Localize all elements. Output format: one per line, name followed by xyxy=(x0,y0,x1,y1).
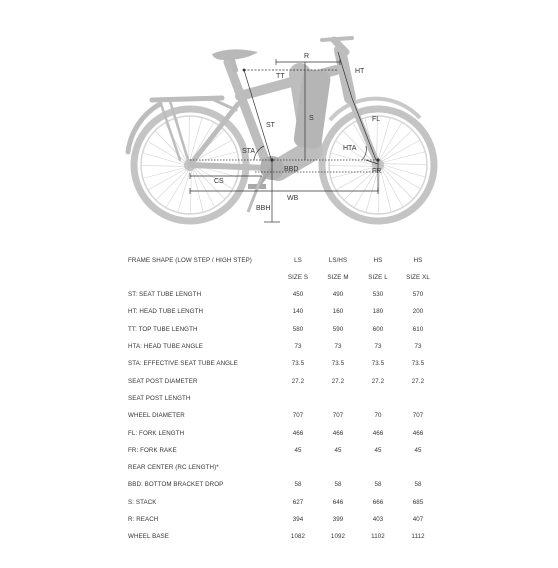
table-header-row-shapes xyxy=(128,252,438,269)
wheel-spoke xyxy=(166,170,189,208)
row-value: 530 xyxy=(372,291,384,299)
table-row xyxy=(128,494,438,511)
row-label: FL: FORK LENGTH xyxy=(128,429,185,437)
wheel-spoke xyxy=(148,169,187,190)
row-value: 200 xyxy=(412,308,424,316)
label-fr: FR xyxy=(372,168,382,175)
row-value xyxy=(278,390,318,407)
row-value: 1082 xyxy=(290,533,306,541)
row-value: 610 xyxy=(412,325,424,333)
row-value: 73.5 xyxy=(291,360,305,368)
row-value: 73 xyxy=(334,343,342,351)
row-value xyxy=(318,459,358,476)
row-value: 707 xyxy=(332,412,344,420)
size-col-3: SIZE L xyxy=(368,274,388,281)
row-value: 58 xyxy=(374,481,382,489)
row-value: 58 xyxy=(294,481,302,489)
row-label: BBD: BOTTOM BRACKET DROP xyxy=(128,481,224,489)
row-value: 490 xyxy=(332,291,344,299)
shape-col-1: LS xyxy=(294,257,302,264)
row-value: 403 xyxy=(372,516,384,523)
row-value: 73.5 xyxy=(411,360,425,368)
geometry-table-body xyxy=(128,252,438,545)
wheel-spoke xyxy=(383,166,421,189)
table-row xyxy=(128,511,438,528)
label-bbh: BBH xyxy=(256,205,271,212)
size-col-4: SIZE XL xyxy=(406,274,430,281)
row-value: 70 xyxy=(374,412,382,420)
row-value: 27.2 xyxy=(371,377,385,385)
label-fl: FL xyxy=(372,116,381,123)
row-value: 1112 xyxy=(411,533,425,541)
row-value: 27.2 xyxy=(331,377,345,385)
row-value xyxy=(358,390,398,407)
row-value xyxy=(398,390,438,407)
row-value: 570 xyxy=(412,291,424,299)
row-value: 666 xyxy=(372,498,384,506)
row-value xyxy=(278,459,318,476)
table-row xyxy=(128,424,438,441)
row-value: 580 xyxy=(292,325,304,333)
table-row xyxy=(128,442,438,459)
row-value: 1092 xyxy=(330,533,346,541)
frame-shape-header: FRAME SHAPE (LOW STEP / HIGH STEP) xyxy=(128,257,252,264)
row-value: 646 xyxy=(332,498,344,506)
row-value: 58 xyxy=(414,481,422,489)
wheel-spoke xyxy=(331,153,373,165)
row-value: 466 xyxy=(372,429,384,437)
wheel-spoke xyxy=(382,169,403,208)
table-row xyxy=(128,407,438,424)
wheel-spoke xyxy=(383,165,425,177)
row-value: 45 xyxy=(334,446,342,454)
row-value xyxy=(398,459,438,476)
label-wb: WB xyxy=(287,195,299,202)
row-value: 73.5 xyxy=(371,360,385,368)
label-r: R xyxy=(304,53,310,60)
wheel-spoke xyxy=(329,166,373,167)
row-value: 450 xyxy=(292,291,304,299)
wheel-spoke xyxy=(379,122,402,160)
row-label: ST: SEAT TUBE LENGTH xyxy=(128,291,202,299)
row-value: 73 xyxy=(414,343,422,351)
row-value: 394 xyxy=(292,516,304,523)
row-label: SEAT POST DIAMETER xyxy=(128,377,198,385)
wheel-spoke xyxy=(141,166,185,167)
row-value: 399 xyxy=(332,516,344,523)
table-row xyxy=(128,321,438,338)
row-value: 73 xyxy=(294,343,302,351)
label-tt: TT xyxy=(276,73,285,80)
row-value xyxy=(358,459,398,476)
row-value: 58 xyxy=(334,481,342,489)
label-hta: HTA xyxy=(343,145,357,152)
label-ht: HT xyxy=(355,68,365,75)
table-row xyxy=(128,338,438,355)
row-label: FR: FORK RAKE xyxy=(128,446,177,454)
row-value: 590 xyxy=(332,325,344,333)
row-value: 45 xyxy=(374,446,382,454)
row-label: WHEEL DIAMETER xyxy=(128,412,185,420)
wheel-spoke xyxy=(378,118,390,160)
wheel-spoke xyxy=(189,116,190,160)
wheel-spoke xyxy=(379,170,380,214)
row-value: 600 xyxy=(372,325,384,333)
label-s: S xyxy=(309,115,314,122)
label-cs: CS xyxy=(214,178,224,185)
row-value: 466 xyxy=(292,429,304,437)
row-value: 27.2 xyxy=(291,377,305,385)
row-value: 1102 xyxy=(371,533,385,541)
row-value: 180 xyxy=(372,308,384,316)
row-value: 73.5 xyxy=(331,360,345,368)
row-value xyxy=(318,390,358,407)
row-label: TT: TOP TUBE LENGTH xyxy=(128,325,198,333)
size-col-1: SIZE S xyxy=(287,274,309,281)
size-header-spacer xyxy=(128,269,278,286)
row-label: STA: EFFECTIVE SEAT TUBE ANGLE xyxy=(128,360,238,368)
geometry-table xyxy=(128,252,438,545)
row-label: R: REACH xyxy=(128,516,159,523)
row-value: 27.2 xyxy=(411,377,425,385)
row-label: S: STACK xyxy=(128,498,157,506)
row-value: 466 xyxy=(332,429,344,437)
row-value: 140 xyxy=(292,308,304,316)
wheel-spoke xyxy=(382,140,421,161)
wheel-spoke xyxy=(178,170,190,212)
row-value: 45 xyxy=(414,446,422,454)
label-st: ST xyxy=(266,122,275,129)
row-value: 685 xyxy=(412,498,424,506)
table-row xyxy=(128,390,438,407)
row-value: 627 xyxy=(292,498,304,506)
wheel-spoke xyxy=(354,170,377,208)
row-value: 73 xyxy=(374,343,382,351)
shape-col-3: HS xyxy=(373,257,383,264)
size-col-2: SIZE M xyxy=(327,274,349,281)
table-row xyxy=(128,303,438,320)
row-label: HT: HEAD TUBE LENGTH xyxy=(128,308,204,316)
wheel-spoke xyxy=(191,170,192,214)
table-row xyxy=(128,372,438,389)
table-header-row-sizes xyxy=(128,269,438,286)
row-label: SEAT POST LENGTH xyxy=(128,394,191,402)
row-label: REAR CENTER (RC LENGTH)* xyxy=(128,464,219,472)
table-row xyxy=(128,528,438,545)
row-value: 407 xyxy=(412,516,424,523)
row-value: 45 xyxy=(294,446,302,454)
row-value: 466 xyxy=(412,429,424,437)
row-label: HTA: HEAD TUBE ANGLE xyxy=(128,343,204,351)
table-row xyxy=(128,459,438,476)
table-row xyxy=(128,476,438,493)
row-value: 707 xyxy=(412,412,424,420)
wheel-spoke xyxy=(194,169,215,208)
shape-col-4: HS xyxy=(413,257,423,264)
shape-col-2: LS/HS xyxy=(328,257,348,264)
row-value: 707 xyxy=(292,412,304,420)
table-row xyxy=(128,355,438,372)
label-sta: STA xyxy=(242,148,256,155)
label-bbd: BBD xyxy=(284,166,299,173)
table-row xyxy=(128,286,438,303)
row-value: 160 xyxy=(332,308,344,316)
bike-geometry-diagram xyxy=(0,0,558,240)
saddle xyxy=(212,49,258,60)
wheel-spoke xyxy=(383,164,427,165)
row-label: WHEEL BASE xyxy=(128,533,170,541)
